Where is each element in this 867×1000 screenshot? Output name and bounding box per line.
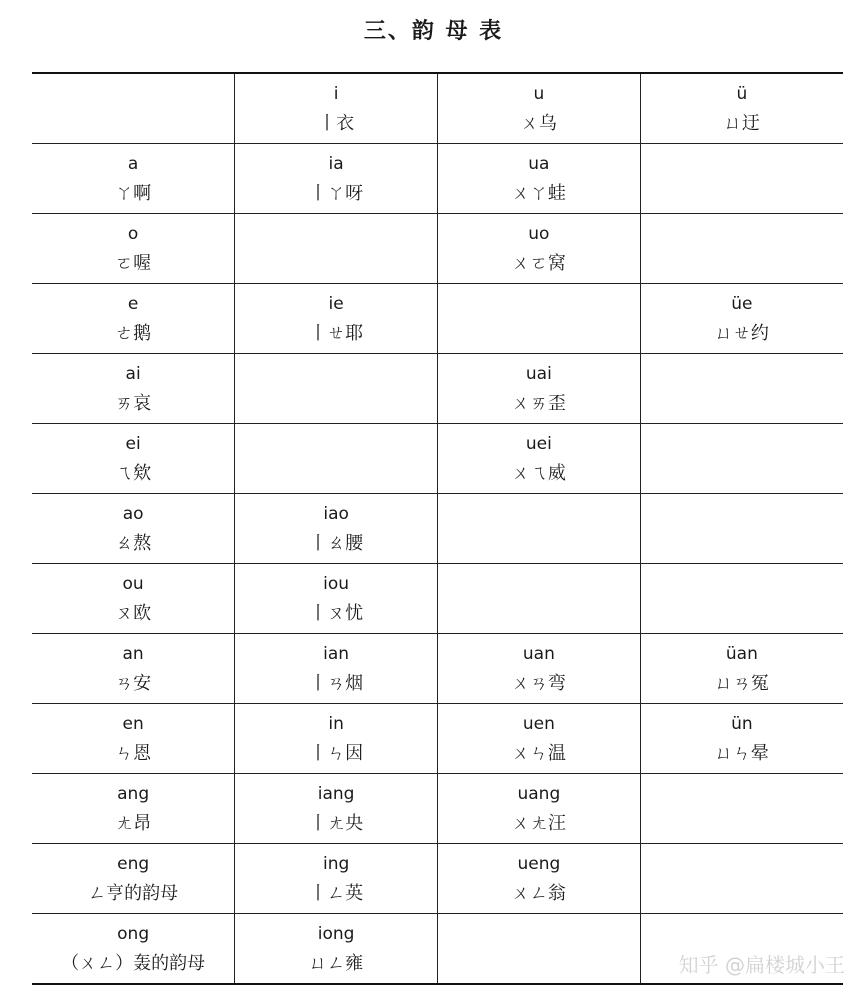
pinyin-label: o <box>127 223 139 244</box>
table-row <box>32 634 843 704</box>
table-cell <box>32 704 235 774</box>
pinyin-label: ian <box>323 643 350 664</box>
table-row <box>32 564 843 634</box>
pinyin-label: ü <box>736 83 748 104</box>
zhuyin-label: ㄟ欸 <box>115 462 152 484</box>
table-cell <box>640 144 843 214</box>
zhuyin-label: ㄩㄣ晕 <box>714 742 769 764</box>
zhuyin-label: （ㄨㄥ）轰的韵母 <box>61 952 206 974</box>
table-cell <box>32 73 235 144</box>
table-cell <box>438 214 641 284</box>
table-row <box>32 284 843 354</box>
table-cell <box>235 144 438 214</box>
table-cell <box>235 914 438 985</box>
table-cell <box>640 424 843 494</box>
table-cell <box>32 564 235 634</box>
table-cell <box>438 354 641 424</box>
zhuyin-label: ㄣ恩 <box>115 742 152 764</box>
zhuyin-label: ㄨㄞ歪 <box>511 392 566 414</box>
table-cell <box>640 73 843 144</box>
pinyin-label: uang <box>517 783 561 804</box>
table-cell <box>32 494 235 564</box>
table-cell <box>438 774 641 844</box>
pinyin-label: uai <box>525 363 552 384</box>
zhuyin-label: ㄨㄛ窝 <box>511 252 566 274</box>
zhuyin-label: ㄨㄥ翁 <box>511 882 566 904</box>
zhuyin-label: ㄨㄢ弯 <box>511 672 566 694</box>
zhuyin-label: ㄩㄢ冤 <box>714 672 769 694</box>
pinyin-label: i <box>333 83 339 104</box>
table-cell <box>640 214 843 284</box>
pinyin-label: en <box>122 713 144 734</box>
pinyin-label: ua <box>528 153 550 174</box>
pinyin-label: ueng <box>517 853 561 874</box>
zhuyin-label: ㄨㄤ汪 <box>511 812 566 834</box>
table-row <box>32 354 843 424</box>
table-cell <box>32 284 235 354</box>
zhuyin-label: ㄞ哀 <box>115 392 152 414</box>
table-cell <box>640 284 843 354</box>
table-cell <box>438 704 641 774</box>
zhuyin-label: ㄛ喔 <box>115 252 152 274</box>
pinyin-label: e <box>127 293 139 314</box>
zhuyin-label: ㄨ乌 <box>520 112 557 134</box>
zhuyin-label: 丨ㄡ忧 <box>309 602 364 624</box>
table-cell <box>235 73 438 144</box>
pinyin-label: u <box>533 83 545 104</box>
pinyin-label: ao <box>122 503 144 524</box>
zhuyin-label: 丨ㄚ呀 <box>309 182 364 204</box>
table-cell <box>235 844 438 914</box>
zhuyin-label: ㄥ亨的韵母 <box>88 882 179 904</box>
table-cell <box>235 354 438 424</box>
pinyin-label: eng <box>117 853 150 874</box>
table-cell <box>438 494 641 564</box>
table-row <box>32 73 843 144</box>
zhuyin-label: ㄢ安 <box>115 672 152 694</box>
table-row <box>32 214 843 284</box>
pinyin-label: uei <box>525 433 552 454</box>
table-cell <box>438 914 641 985</box>
table-cell <box>32 354 235 424</box>
zhuyin-label: 丨ㄝ耶 <box>309 322 364 344</box>
pinyin-label: ing <box>322 853 350 874</box>
pinyin-label: iang <box>317 783 355 804</box>
table-cell <box>32 844 235 914</box>
table-cell <box>640 494 843 564</box>
pinyin-label: ie <box>328 293 344 314</box>
zhuyin-label: ㄩ迂 <box>723 112 760 134</box>
table-cell <box>32 144 235 214</box>
table-cell <box>235 284 438 354</box>
table-cell <box>32 424 235 494</box>
pinyin-label: an <box>122 643 144 664</box>
watermark: 知乎 @扁楼城小王 <box>678 953 845 977</box>
table-cell <box>640 354 843 424</box>
pinyin-label: üe <box>731 293 753 314</box>
table-cell <box>438 634 641 704</box>
zhuyin-label: 丨衣 <box>318 112 355 134</box>
table-row <box>32 704 843 774</box>
table-cell <box>438 844 641 914</box>
pinyin-label: uan <box>522 643 555 664</box>
pinyin-label: in <box>328 713 344 734</box>
zhuyin-label: 丨ㄤ央 <box>309 812 364 834</box>
table-cell <box>32 914 235 985</box>
pinyin-label: ia <box>328 153 344 174</box>
table-cell <box>32 774 235 844</box>
pinyin-label: üan <box>725 643 758 664</box>
zhuyin-label: 丨ㄥ英 <box>309 882 364 904</box>
zhuyin-label: 丨ㄠ腰 <box>309 532 364 554</box>
table-row <box>32 774 843 844</box>
table-row <box>32 494 843 564</box>
pinyin-label: uen <box>522 713 555 734</box>
pinyin-label: iao <box>323 503 349 524</box>
finals-table-body <box>32 73 843 984</box>
pinyin-label: uo <box>528 223 550 244</box>
zhuyin-label: 丨ㄢ烟 <box>309 672 364 694</box>
zhuyin-label: ㄨㄣ温 <box>511 742 566 764</box>
table-cell <box>640 844 843 914</box>
table-cell <box>640 704 843 774</box>
pinyin-label: ang <box>117 783 150 804</box>
table-row <box>32 844 843 914</box>
table-row <box>32 144 843 214</box>
zhuyin-label: ㄨㄟ威 <box>511 462 566 484</box>
table-cell <box>32 634 235 704</box>
zhuyin-label: ㄩㄝ约 <box>714 322 769 344</box>
table-cell <box>235 704 438 774</box>
table-cell <box>640 634 843 704</box>
table-cell <box>235 494 438 564</box>
table-cell <box>235 634 438 704</box>
table-cell <box>438 144 641 214</box>
page-title: 三、韵 母 表 <box>363 19 504 44</box>
pinyin-label: iong <box>317 923 355 944</box>
table-cell <box>438 284 641 354</box>
pinyin-label: ai <box>125 363 141 384</box>
pinyin-label: a <box>127 153 139 174</box>
table-cell <box>235 564 438 634</box>
zhuyin-label: ㄜ鹅 <box>115 322 152 344</box>
zhuyin-label: ㄡ欧 <box>115 602 152 624</box>
table-cell <box>640 564 843 634</box>
table-cell <box>235 214 438 284</box>
zhuyin-label: ㄨㄚ蛙 <box>511 182 566 204</box>
table-cell <box>438 73 641 144</box>
finals-table <box>32 72 843 985</box>
table-cell <box>438 564 641 634</box>
pinyin-label: iou <box>323 573 350 594</box>
table-cell <box>32 214 235 284</box>
pinyin-label: ou <box>122 573 144 594</box>
table-row <box>32 424 843 494</box>
table-cell <box>640 774 843 844</box>
zhuyin-label: 丨ㄣ因 <box>309 742 364 764</box>
table-cell <box>438 424 641 494</box>
zhuyin-label: ㄠ熬 <box>115 532 152 554</box>
pinyin-label: ong <box>117 923 150 944</box>
table-cell <box>235 774 438 844</box>
zhuyin-label: ㄤ昂 <box>115 812 152 834</box>
pinyin-label: ün <box>731 713 753 734</box>
zhuyin-label: ㄚ啊 <box>115 182 152 204</box>
table-cell <box>235 424 438 494</box>
zhuyin-label: ㄩㄥ雍 <box>309 952 364 974</box>
pinyin-label: ei <box>125 433 141 454</box>
